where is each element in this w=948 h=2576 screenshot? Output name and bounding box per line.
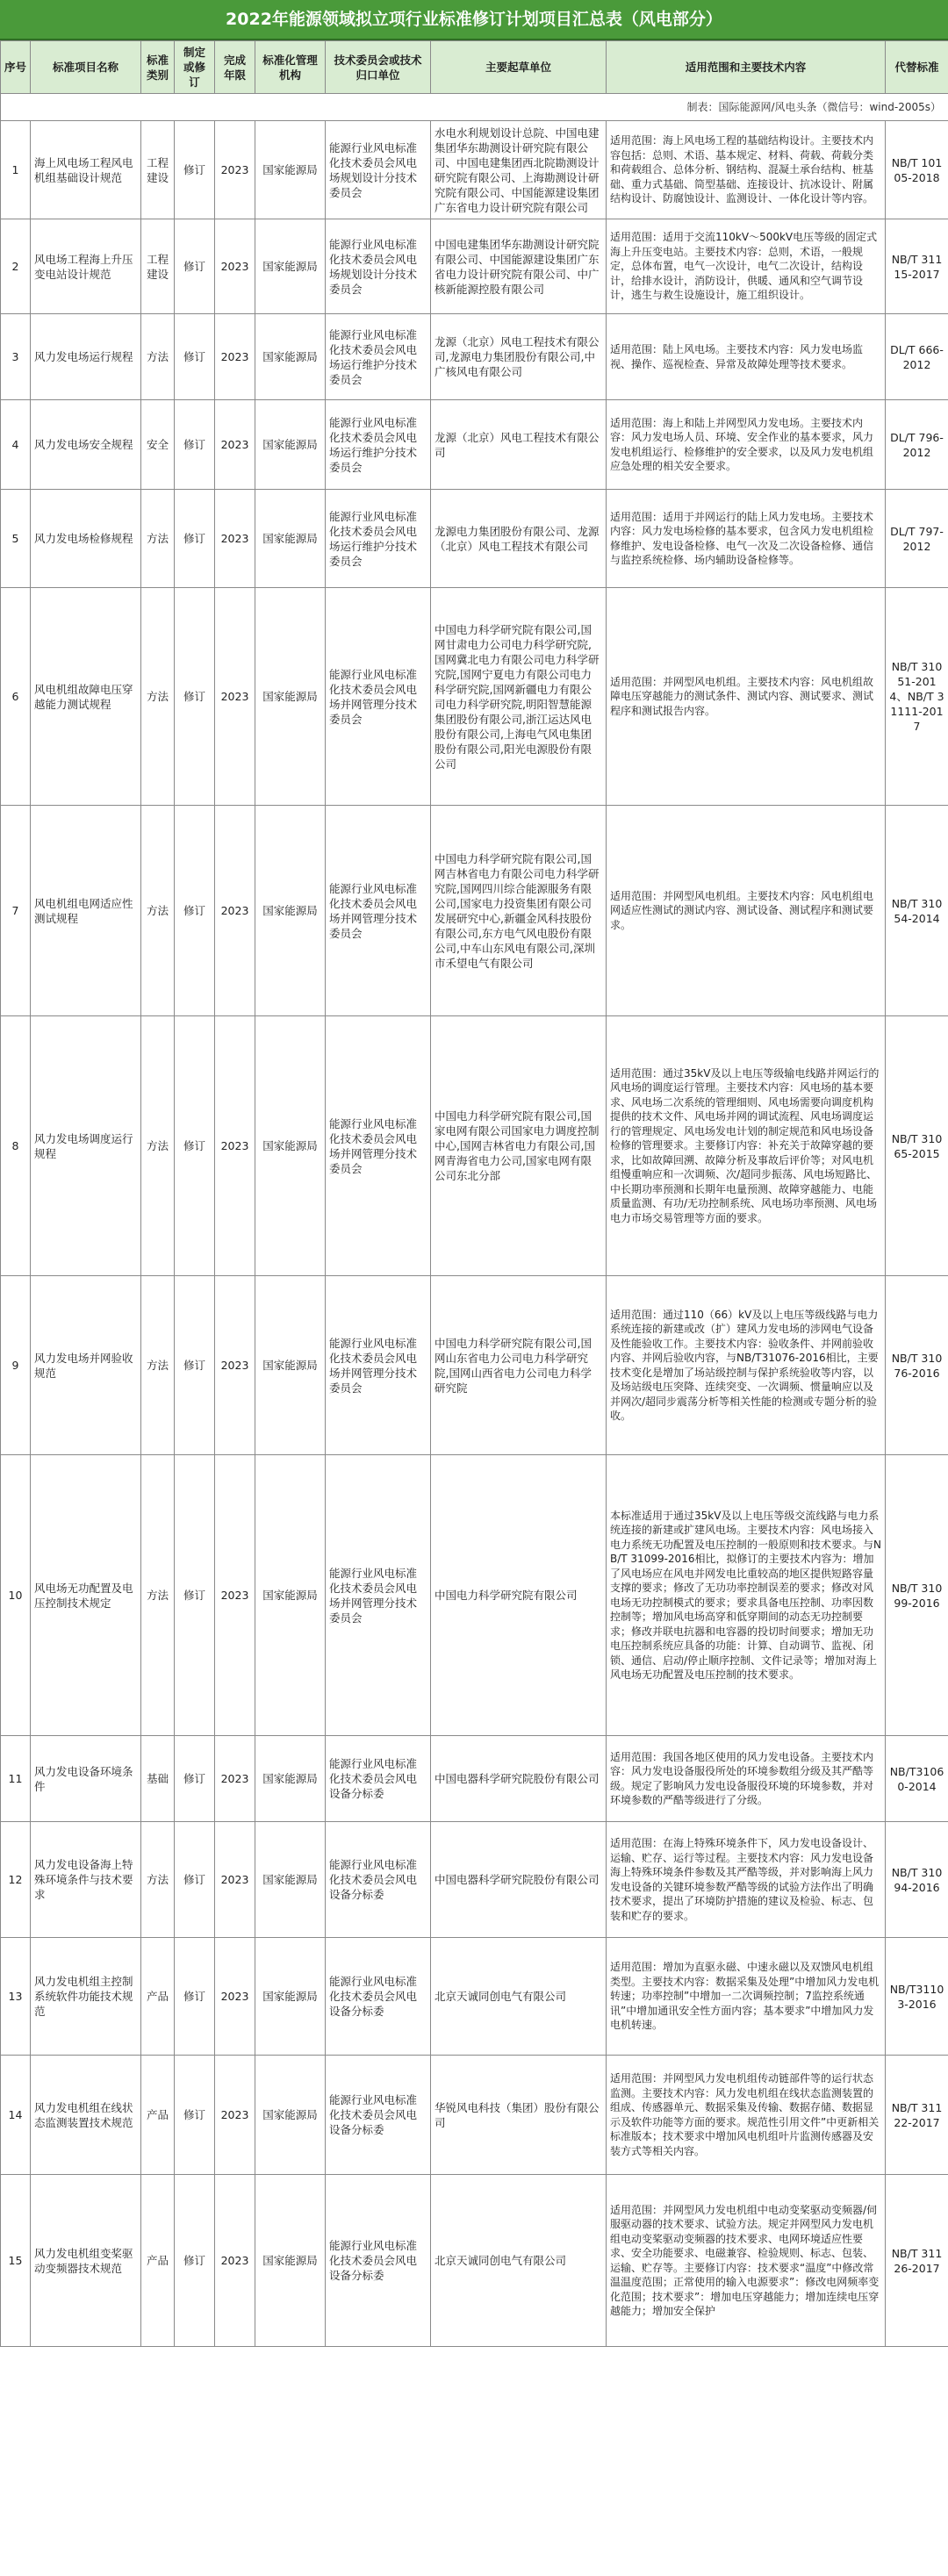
standard-name: 风力发电场安全规程 [31,400,141,490]
header-category: 标准类别 [141,41,175,94]
management-agency: 国家能源局 [255,314,326,400]
completion-year: 2023 [215,1736,255,1822]
technical-committee: 能源行业风电标准化技术委员会风电场并网管理分技术委员会 [326,588,431,806]
row-number: 11 [1,1736,31,1822]
drafting-units: 中国电力科学研究院有限公司,国家电网有限公司国家电力调度控制中心,国网吉林省电力有限公司,国网青海省电力公司,国家电网有限公司东北分部 [431,1016,607,1276]
completion-year: 2023 [215,588,255,806]
management-agency: 国家能源局 [255,400,326,490]
standard-category: 产品 [141,2056,175,2175]
replaced-standard: NB/T 31115-2017 [886,219,948,314]
drafting-units: 华锐风电科技（集团）股份有限公司 [431,2056,607,2175]
table-row [1,588,948,806]
header-name: 标准项目名称 [31,41,141,94]
replaced-standard: NB/T 31051-2014、NB/T 31111-2017 [886,588,948,806]
scope-content: 适用范围：海上风电场工程的基础结构设计。主要技术内容包括：总则、术语、基本规定、材料、荷载、荷载分类和荷载组合、总体分析、钢结构、混凝土承台结构、桩基础、重力式基础、筒型基础、连接设计、抗冰设计、附属结构设计、防腐蚀设计、监测设计、一体化设计等内容。 [607,121,886,219]
standard-name: 海上风电场工程风电机组基础设计规范 [31,121,141,219]
replaced-standard: NB/T 10105-2018 [886,121,948,219]
drafting-units: 北京天诚同创电气有限公司 [431,2175,607,2347]
row-number: 4 [1,400,31,490]
management-agency: 国家能源局 [255,1276,326,1455]
revision-type: 修订 [175,588,215,806]
management-agency: 国家能源局 [255,1736,326,1822]
management-agency: 国家能源局 [255,1455,326,1736]
replaced-standard: DL/T 797-2012 [886,490,948,588]
completion-year: 2023 [215,2056,255,2175]
replaced-standard: NB/T 31099-2016 [886,1455,948,1736]
note-row [1,94,948,121]
completion-year: 2023 [215,806,255,1016]
scope-content: 适用范围：并网型风电机组。主要技术内容：风电机组电网适应性测试的测试内容、测试设备、测试程序和测试要求。 [607,806,886,1016]
row-number: 1 [1,121,31,219]
management-agency: 国家能源局 [255,490,326,588]
completion-year: 2023 [215,1822,255,1938]
replaced-standard: DL/T 796-2012 [886,400,948,490]
management-agency: 国家能源局 [255,219,326,314]
standard-name: 风力发电场调度运行规程 [31,1016,141,1276]
revision-type: 修订 [175,1938,215,2056]
table-row [1,121,948,219]
completion-year: 2023 [215,400,255,490]
drafting-units: 中国电器科学研究院股份有限公司 [431,1736,607,1822]
standard-category: 方法 [141,490,175,588]
table-row [1,1822,948,1938]
completion-year: 2023 [215,1016,255,1276]
header-scope: 适用范围和主要技术内容 [607,41,886,94]
standard-category: 基础 [141,1736,175,1822]
technical-committee: 能源行业风电标准化技术委员会风电场规划设计分技术委员会 [326,121,431,219]
completion-year: 2023 [215,219,255,314]
management-agency: 国家能源局 [255,1822,326,1938]
header-drafters: 主要起草单位 [431,41,607,94]
header-agency: 标准化管理机构 [255,41,326,94]
management-agency: 国家能源局 [255,806,326,1016]
table-row [1,314,948,400]
row-number: 5 [1,490,31,588]
drafting-units: 中国电力科学研究院有限公司,国网山东省电力公司电力科学研究院,国网山西省电力公司电力科学研究院 [431,1276,607,1455]
page-title: 2022年能源领域拟立项行业标准修订计划项目汇总表（风电部分） [0,0,948,40]
management-agency: 国家能源局 [255,121,326,219]
revision-type: 修订 [175,219,215,314]
standard-category: 方法 [141,314,175,400]
technical-committee: 能源行业风电标准化技术委员会风电场规划设计分技术委员会 [326,219,431,314]
source-note: 制表：国际能源网/风电头条（微信号：wind-2005s） [1,94,948,121]
technical-committee: 能源行业风电标准化技术委员会风电设备分标委 [326,1938,431,2056]
replaced-standard: NB/T 31126-2017 [886,2175,948,2347]
standard-category: 产品 [141,2175,175,2347]
revision-type: 修订 [175,1736,215,1822]
table-row [1,1938,948,2056]
header-year: 完成年限 [215,41,255,94]
technical-committee: 能源行业风电标准化技术委员会风电场并网管理分技术委员会 [326,1455,431,1736]
header-no: 序号 [1,41,31,94]
table-row [1,219,948,314]
drafting-units: 中国电器科学研究院股份有限公司 [431,1822,607,1938]
standard-name: 风力发电场并网验收规范 [31,1276,141,1455]
table-row [1,2056,948,2175]
management-agency: 国家能源局 [255,1016,326,1276]
standard-name: 风电机组电网适应性测试规程 [31,806,141,1016]
table-row [1,1016,948,1276]
technical-committee: 能源行业风电标准化技术委员会风电场运行维护分技术委员会 [326,400,431,490]
drafting-units: 中国电力科学研究院有限公司,国网吉林省电力有限公司电力科学研究院,国网四川综合能源服务有限公司,国家电力投资集团有限公司发展研究中心,新疆金风科技股份有限公司,东方电气风电股份有限公司,中车山东风电有限公司,深圳市禾望电气有限公司 [431,806,607,1016]
standard-name: 风力发电设备环境条件 [31,1736,141,1822]
technical-committee: 能源行业风电标准化技术委员会风电场并网管理分技术委员会 [326,1016,431,1276]
drafting-units: 中国电力科学研究院有限公司 [431,1455,607,1736]
completion-year: 2023 [215,2175,255,2347]
header-replace: 代替标准 [886,41,948,94]
revision-type: 修订 [175,1276,215,1455]
completion-year: 2023 [215,121,255,219]
table-row [1,490,948,588]
management-agency: 国家能源局 [255,2175,326,2347]
standard-name: 风力发电机组变桨驱动变频器技术规范 [31,2175,141,2347]
replaced-standard: NB/T31103-2016 [886,1938,948,2056]
scope-content: 适用范围：陆上风电场。主要技术内容：风力发电场监视、操作、巡视检查、异常及故障处理等技术要求。 [607,314,886,400]
table-row [1,2175,948,2347]
row-number: 8 [1,1016,31,1276]
replaced-standard: NB/T 31054-2014 [886,806,948,1016]
standard-category: 方法 [141,1276,175,1455]
revision-type: 修订 [175,1455,215,1736]
standard-name: 风力发电场检修规程 [31,490,141,588]
table-row [1,1276,948,1455]
row-number: 9 [1,1276,31,1455]
standard-category: 方法 [141,1016,175,1276]
technical-committee: 能源行业风电标准化技术委员会风电场并网管理分技术委员会 [326,806,431,1016]
revision-type: 修订 [175,400,215,490]
standard-category: 产品 [141,1938,175,2056]
row-number: 10 [1,1455,31,1736]
revision-type: 修订 [175,806,215,1016]
revision-type: 修订 [175,121,215,219]
header-type: 制定或修订 [175,41,215,94]
standard-name: 风电场无功配置及电压控制技术规定 [31,1455,141,1736]
completion-year: 2023 [215,314,255,400]
scope-content: 适用范围：通过110（66）kV及以上电压等级线路与电力系统连接的新建或改（扩）建风力发电场的涉网电气设备及性能验收工作。主要技术内容：验收条件、并网前验收内容、并网后验收内容，与NB/T31076-2016相比，主要技术变化是增加了场站级控制与保护系统验收等内容，以及场站级电压突降、连续突变、一次调频、惯量响应以及并网次/超同步震荡分析等相关性能的检测或专题分析的验收。 [607,1276,886,1455]
row-number: 12 [1,1822,31,1938]
row-number: 3 [1,314,31,400]
scope-content: 适用范围：增加为直驱永磁、中速永磁以及双馈风电机组类型。主要技术内容：数据采集及处理”中增加风力发电机转速；功率控制”中增加一二次调频控制；7监控系统通讯”中增加通讯安全性方面内容；基本要求”中增加风力发电机转速。 [607,1938,886,2056]
row-number: 13 [1,1938,31,2056]
scope-content: 适用范围：我国各地区使用的风力发电设备。主要技术内容：风力发电设备服役所处的环境参数组分级及其严酷等级。规定了影响风力发电设备服役环境的环境参数，并对环境参数的严酷等级进行了分级。 [607,1736,886,1822]
management-agency: 国家能源局 [255,1938,326,2056]
completion-year: 2023 [215,1276,255,1455]
scope-content: 适用范围：适用于并网运行的陆上风力发电场。主要技术内容：风力发电场检修的基本要求，包含风力发电机组检修维护、发电设备检修、电气一次及二次设备检修、通信与监控系统检修、场内辅助设备检修等。 [607,490,886,588]
standard-category: 安全 [141,400,175,490]
completion-year: 2023 [215,1455,255,1736]
technical-committee: 能源行业风电标准化技术委员会风电场运行维护分技术委员会 [326,490,431,588]
completion-year: 2023 [215,1938,255,2056]
revision-type: 修订 [175,2175,215,2347]
standard-name: 风电机组故障电压穿越能力测试规程 [31,588,141,806]
standard-name: 风力发电设备海上特殊环境条件与技术要求 [31,1822,141,1938]
replaced-standard: NB/T 31065-2015 [886,1016,948,1276]
replaced-standard: NB/T 31076-2016 [886,1276,948,1455]
drafting-units: 水电水利规划设计总院、中国电建集团华东勘测设计研究院有限公司、中国电建集团西北院勘测设计研究院有限公司、上海勘测设计研究院有限公司、中国能源建设集团广东省电力设计研究院有限公司 [431,121,607,219]
revision-type: 修订 [175,314,215,400]
scope-content: 适用范围：海上和陆上并网型风力发电场。主要技术内容：风力发电场人员、环境、安全作业的基本要求，风力发电机组运行、检修维护的安全要求，以及风力发电机组应急处理的相关安全要求。 [607,400,886,490]
technical-committee: 能源行业风电标准化技术委员会风电场并网管理分技术委员会 [326,1276,431,1455]
drafting-units: 中国电力科学研究院有限公司,国网甘肃电力公司电力科学研究院,国网冀北电力有限公司电力科学研究院,国网宁夏电力有限公司电力科学研究院,国网新疆电力有限公司电力科学研究院,明阳智慧能源集团股份有限公司,浙江运达风电股份有限公司,上海电气风电集团股份有限公司,阳光电源股份有限公司 [431,588,607,806]
scope-content: 适用范围：在海上特殊环境条件下，风力发电设备设计、运输、贮存、运行等过程。主要技术内容：风力发电设备海上特殊环境条件参数及其严酷等级，并对影响海上风力发电设备的关键环境参数严酷等级的试验方法作出了明确技术要求，提出了环境防护措施的建议及检验、标志、包装和贮存的要求。 [607,1822,886,1938]
table-row [1,1455,948,1736]
standard-category: 工程建设 [141,121,175,219]
scope-content: 适用范围：适用于交流110kV～500kV电压等级的固定式海上升压变电站。主要技术内容：总则，术语，一般规定，总体布置，电气一次设计，电气二次设计，结构设计，给排水设计，消防设计，供暖、通风和空气调节设计，逃生与救生设施设计，施工组织设计。 [607,219,886,314]
scope-content: 适用范围：并网型风电机组。主要技术内容：风电机组故障电压穿越能力的测试条件、测试内容、测试要求、测试程序和测试报告内容。 [607,588,886,806]
standard-category: 方法 [141,588,175,806]
table-row [1,400,948,490]
standard-name: 风力发电场运行规程 [31,314,141,400]
scope-content: 适用范围：通过35kV及以上电压等级输电线路并网运行的风电场的调度运行管理。主要技术内容：风电场的基本要求、风电场二次系统的管理细则、风电场需要向调度机构提供的技术文件、风电场并网的调试流程、风电场调度运行的管理规定、风电场发电计划的制定规范和风电场设备检修的管理要求。主要修订内容：补充关于故障穿越的要求，比如故障回溯、故障分析及事故后评价等；对风电机组慢重响应和一次调频、次/超同步振荡、风电场短路比、中长期功率预测和长期年电量预测、故障穿越能力、电能质量监测、有功/无功控制系统、风电场功率预测、风电场电力市场交易管理等方面的要求。 [607,1016,886,1276]
completion-year: 2023 [215,490,255,588]
revision-type: 修订 [175,490,215,588]
row-number: 7 [1,806,31,1016]
technical-committee: 能源行业风电标准化技术委员会风电设备分标委 [326,2056,431,2175]
replaced-standard: DL/T 666-2012 [886,314,948,400]
technical-committee: 能源行业风电标准化技术委员会风电设备分标委 [326,2175,431,2347]
drafting-units: 龙源电力集团股份有限公司、龙源（北京）风电工程技术有限公司 [431,490,607,588]
drafting-units: 中国电建集团华东勘测设计研究院有限公司、中国能源建设集团广东省电力设计研究院有限公司、中广核新能源控股有限公司 [431,219,607,314]
table-row [1,806,948,1016]
scope-content: 本标准适用于通过35kV及以上电压等级交流线路与电力系统连接的新建或扩建风电场。主要技术内容：风电场接入电力系统无功配置及电压控制的一般原则和技术要求。与NB/T 31099-2016相比，拟修订的主要技术内容为：增加了风电场应在风电并网发电比重较高的地区提供短路容量支撑的要求；修改了无功功率控制误差的要求；修改对风电场无功控制模式的要求；要求具备电压控制、功率因数控制等；增加风电场高穿和低穿期间的动态无功控制要求；修改并联电抗器和电容器的投切时间要求；增加无功电压控制系统应具备的功能：计算、自动调节、监视、闭锁、通信、启动/停止顺序控制、文件记录等；增加对海上风电场无功配置及电压控制的技术要求。 [607,1455,886,1736]
replaced-standard: NB/T 31122-2017 [886,2056,948,2175]
standard-category: 方法 [141,1455,175,1736]
standard-name: 风力发电机组主控制系统软件功能技术规范 [31,1938,141,2056]
technical-committee: 能源行业风电标准化技术委员会风电设备分标委 [326,1822,431,1938]
row-number: 14 [1,2056,31,2175]
standard-name: 风电场工程海上升压变电站设计规范 [31,219,141,314]
standard-category: 方法 [141,1822,175,1938]
drafting-units: 龙源（北京）风电工程技术有限公司,龙源电力集团股份有限公司,中广核风电有限公司 [431,314,607,400]
table-header-row [1,41,948,94]
table-row [1,1736,948,1822]
row-number: 2 [1,219,31,314]
row-number: 6 [1,588,31,806]
standard-category: 方法 [141,806,175,1016]
scope-content: 适用范围：并网型风力发电机组传动链部件等的运行状态监测。主要技术内容：风力发电机组在线状态监测装置的组成、传感器单元、数据采集及传输、数据存储、数据显示及软件功能等方面的要求。规范性引用文件”中更新相关标准版本；技术要求中增加风电机组叶片监测传感器及安装方式等相关内容。 [607,2056,886,2175]
replaced-standard: NB/T 31094-2016 [886,1822,948,1938]
standard-category: 工程建设 [141,219,175,314]
management-agency: 国家能源局 [255,588,326,806]
drafting-units: 龙源（北京）风电工程技术有限公司 [431,400,607,490]
scope-content: 适用范围：并网型风力发电机组中电动变桨驱动变频器/伺服驱动器的技术要求、试验方法。规定并网型风力发电机组电动变桨驱动变频器的技术要求、电网环境适应性要求、安全功能要求、电磁兼容、检验规则、标志、包装、运输、贮存等。主要修订内容：技术要求“温度”中修改常温温度范围；正常使用的输入电源要求”：修改电网频率变化范围；技术要求”：增加电压穿越能力；增加连续电压穿越能力；增加安全保护 [607,2175,886,2347]
header-committee: 技术委员会或技术归口单位 [326,41,431,94]
revision-type: 修订 [175,2056,215,2175]
technical-committee: 能源行业风电标准化技术委员会风电设备分标委 [326,1736,431,1822]
row-number: 15 [1,2175,31,2347]
revision-type: 修订 [175,1822,215,1938]
technical-committee: 能源行业风电标准化技术委员会风电场运行维护分技术委员会 [326,314,431,400]
revision-type: 修订 [175,1016,215,1276]
standards-table [0,40,948,2347]
replaced-standard: NB/T31060-2014 [886,1736,948,1822]
standard-name: 风力发电机组在线状态监测装置技术规范 [31,2056,141,2175]
management-agency: 国家能源局 [255,2056,326,2175]
drafting-units: 北京天诚同创电气有限公司 [431,1938,607,2056]
